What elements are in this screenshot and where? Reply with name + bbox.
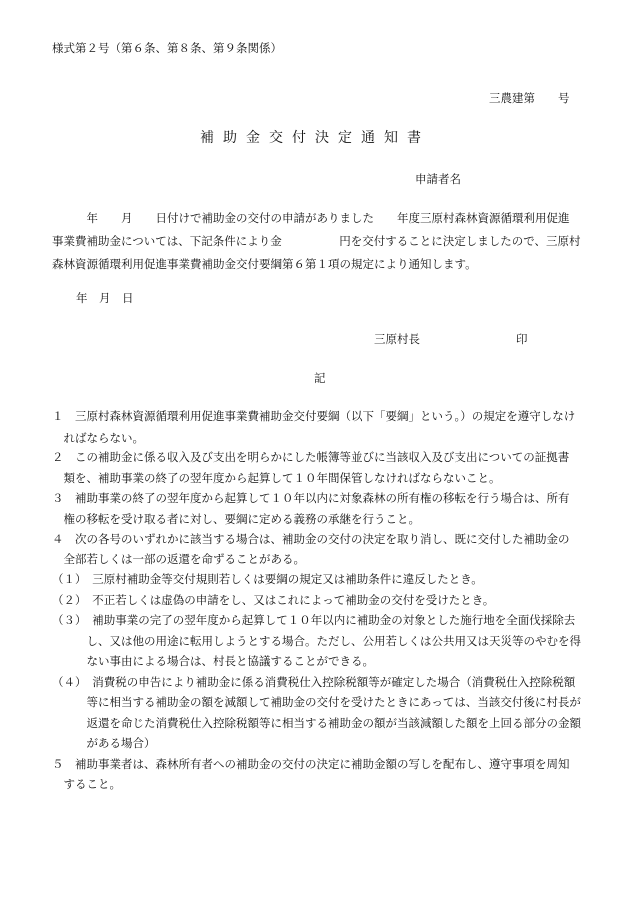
condition-line: （３） 補助事業の完了の翌年度から起算して１０年以内に補助金の対象とした施行地を全面伐採除去 — [52, 613, 576, 627]
condition-line: すること。 — [52, 777, 121, 791]
condition-line: 全部若しくは一部の返還を命ずることがある。 — [52, 552, 305, 566]
condition-line: ればならない。 — [52, 431, 144, 445]
condition-line: 返還を命じた消費税仕入控除税額等に相当する補助金の額が当該減額した額を上回る部分の金額 — [52, 716, 581, 730]
form-number: 様式第２号（第６条、第８条、第９条関係） — [52, 41, 282, 55]
body-text-line: 年 月 日付けで補助金の交付の申請がありました 年度三原村森林資源循環利用促進 — [52, 211, 570, 225]
condition-line: （２） 不正若しくは虚偽の申請をし、又はこれによって補助金の交付を受けたとき。 — [52, 593, 495, 607]
seal-mark: 印 — [516, 332, 528, 346]
condition-line: 類を、補助事業の終了の翌年度から起算して１０年間保管しなければならないこと。 — [52, 471, 501, 485]
notes-heading: 記 — [314, 371, 326, 385]
body-text-line: 事業費補助金については、下記条件により金 円を交付することに決定しましたので、三原村 — [52, 234, 581, 248]
condition-line: 権の移転を受け取る者に対し、要綱に定める義務の承継を行うこと。 — [52, 512, 420, 526]
page-title: 補助金交付決定通知書 — [200, 130, 430, 146]
condition-line: ２ この補助金に係る収入及び支出を明らかにした帳簿等並びに当該収入及び支出についての証拠書 — [52, 450, 570, 464]
condition-line: がある場合） — [52, 736, 156, 750]
applicant-name-label: 申請者名 — [415, 172, 461, 186]
condition-line: ない事由による場合は、村長と協議することができる。 — [52, 654, 374, 668]
body-text-line: 森林資源循環利用促進事業費補助金交付要綱第６第１項の規定により通知します。 — [52, 257, 477, 271]
date-line: 年 月 日 — [76, 291, 134, 305]
condition-line: ５ 補助事業者は、森林所有者への補助金の交付の決定に補助金額の写しを配布し、遵守事項を周知 — [52, 757, 570, 771]
condition-line: （４） 消費税の申告により補助金に係る消費税仕入控除税額等が確定した場合（消費税仕入控除税額 — [52, 675, 576, 689]
condition-line: （１） 三原村補助金等交付規則若しくは要綱の規定又は補助条件に違反したとき。 — [52, 572, 483, 586]
condition-line: し、又は他の用途に転用しようとする場合。ただし、公用若しくは公共用又は天災等のやむを得 — [52, 634, 581, 648]
condition-line: ３ 補助事業の終了の翌年度から起算して１０年以内に対象森林の所有権の移転を行う場合は、所有 — [52, 491, 570, 505]
mayor-label: 三原村長 — [374, 332, 420, 346]
condition-line: １ 三原村森林資源循環利用促進事業費補助金交付要綱（以下「要綱」という。）の規定を遵守しなけ — [52, 409, 576, 423]
document-number: 三農建第 号 — [489, 91, 570, 105]
condition-line: 等に相当する補助金の額を減額して補助金の交付を受けたときにあっては、当該交付後に村長が — [52, 695, 581, 709]
condition-line: ４ 次の各号のいずれかに該当する場合は、補助金の交付の決定を取り消し、既に交付した補助金の — [52, 532, 570, 546]
